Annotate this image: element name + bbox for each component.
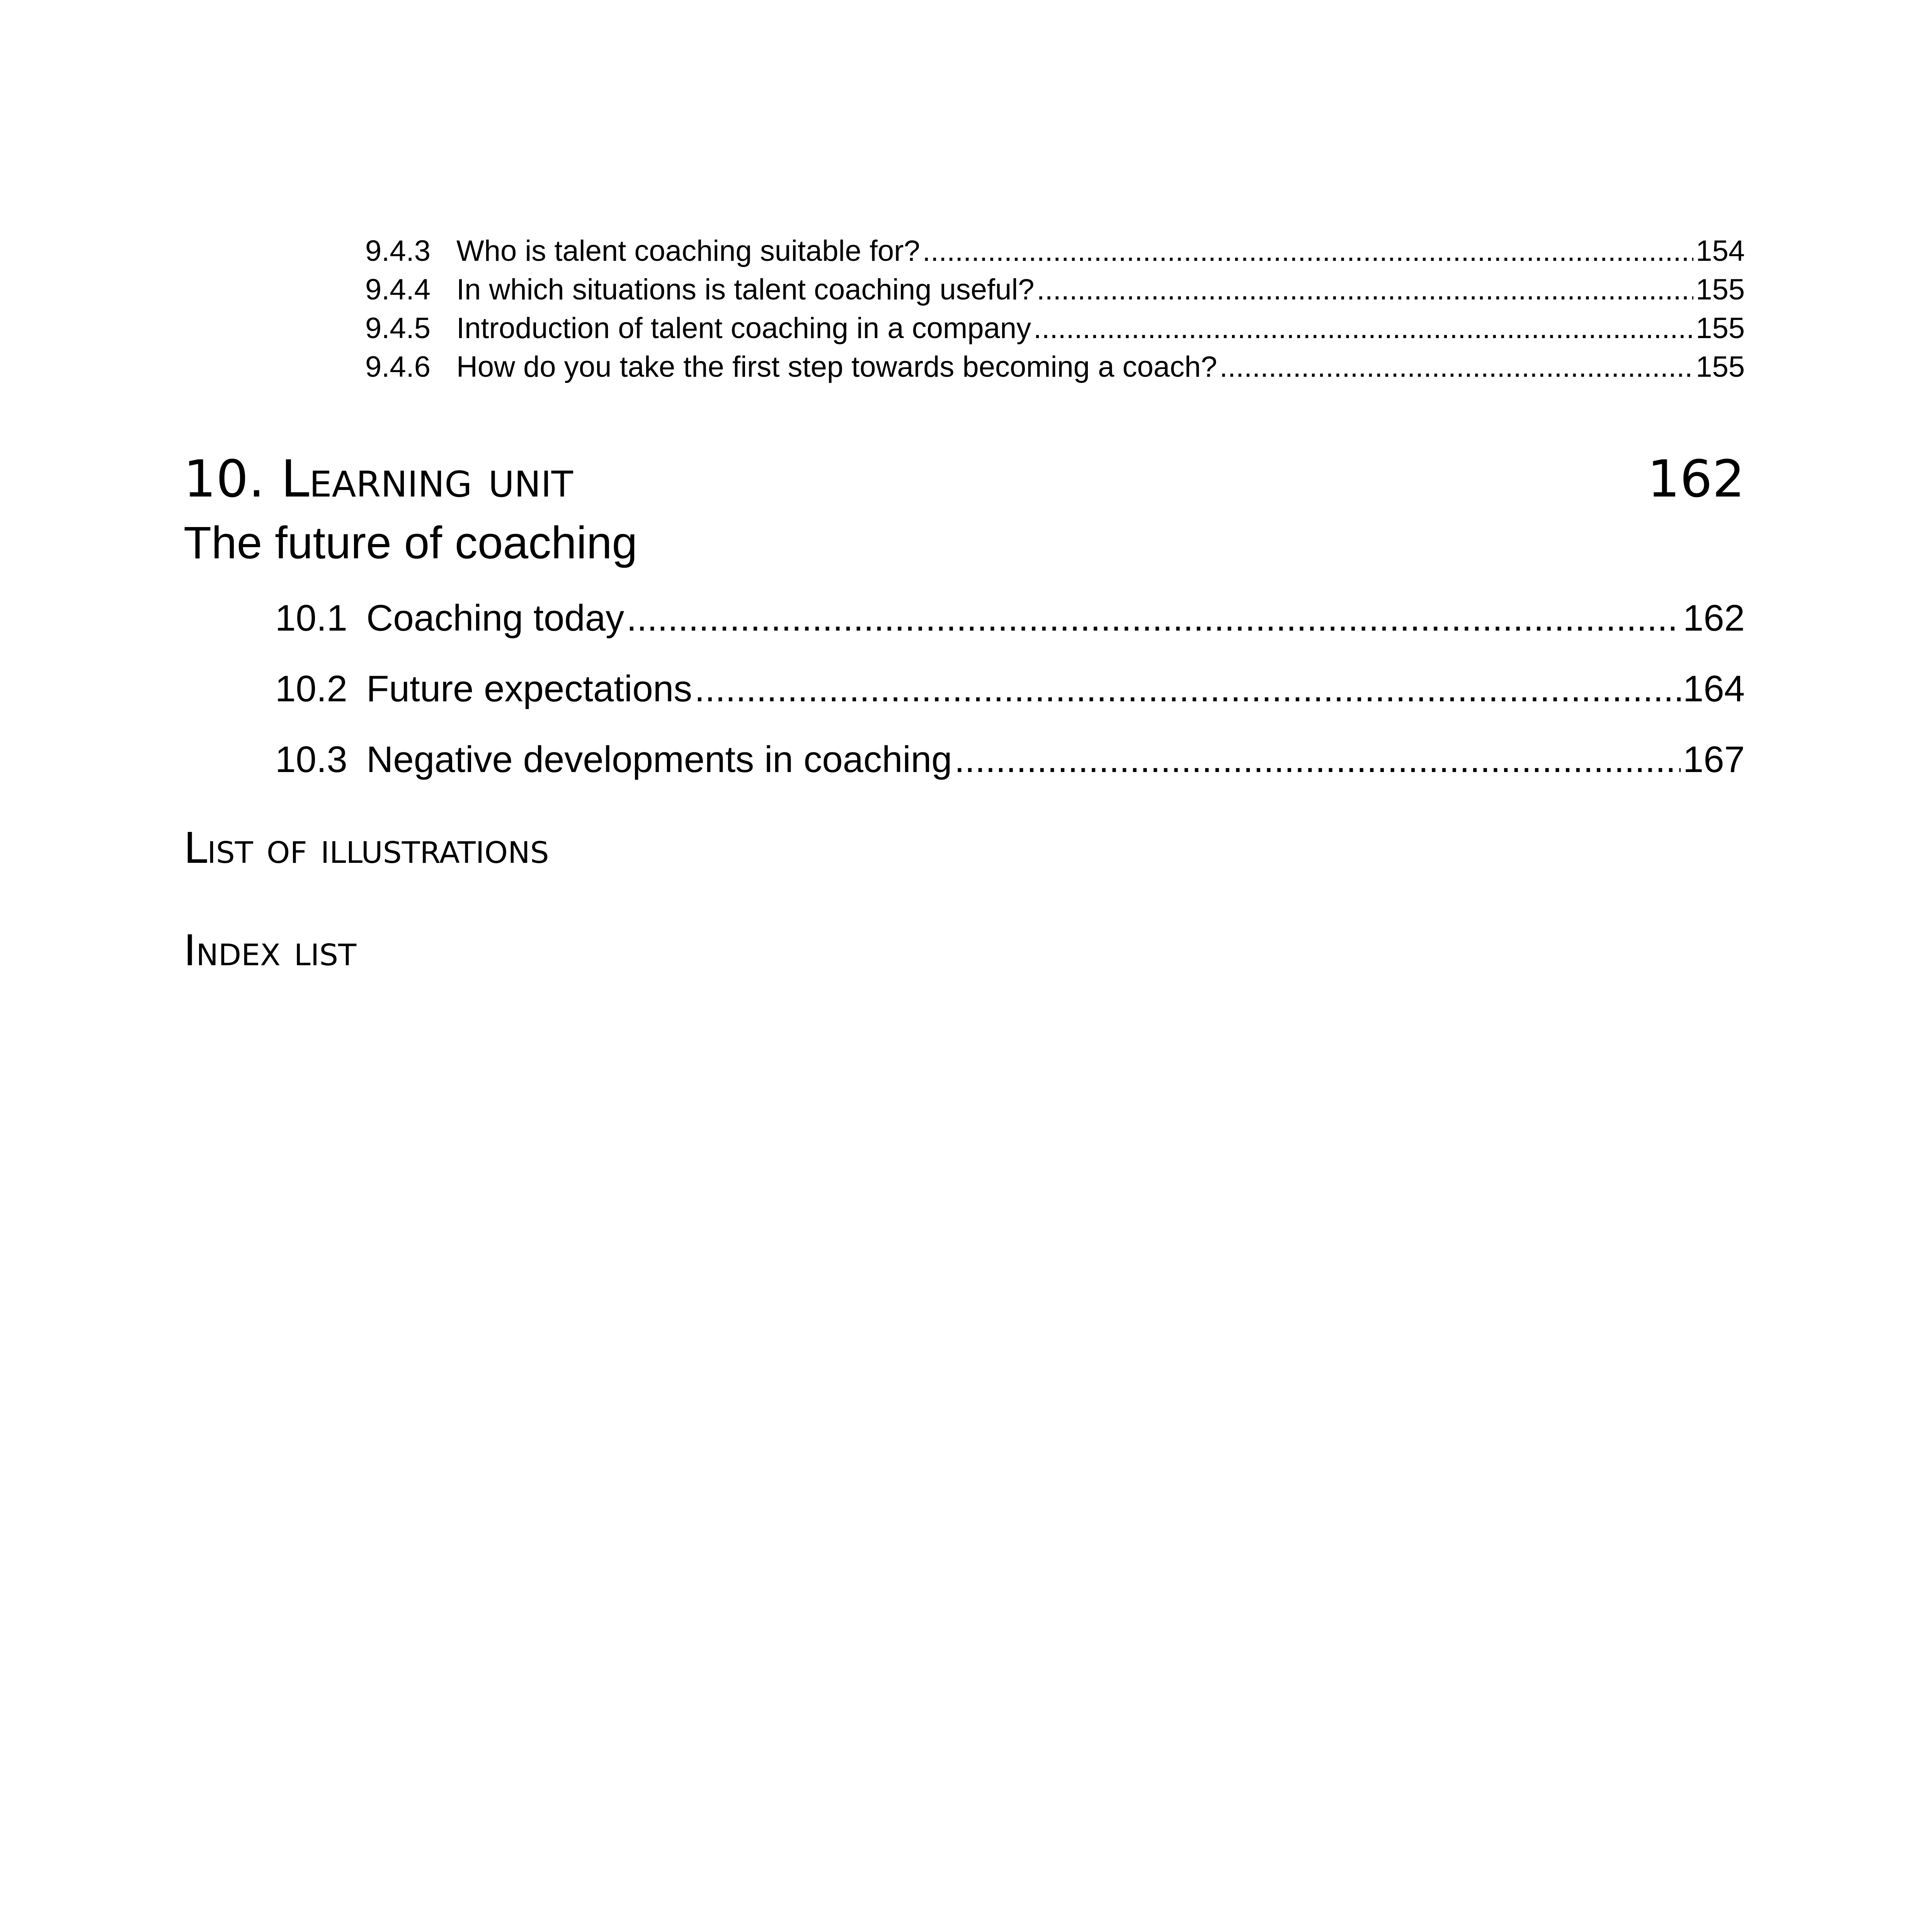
toc-entry-page: 167 (1683, 739, 1745, 780)
dot-leader (922, 232, 1693, 270)
toc-entry-title: Future expectations (366, 668, 693, 709)
list-of-illustrations-heading[interactable]: List of illustrations (184, 823, 549, 873)
toc-entry-number: 10.3 (275, 739, 347, 780)
toc-entry-9-4-3[interactable] (365, 232, 1745, 270)
dot-leader (626, 593, 1681, 643)
dot-leader (1033, 309, 1693, 348)
unit-heading-label (184, 444, 573, 514)
dot-leader (955, 735, 1681, 785)
toc-entry-title: In which situations is talent coaching useful? (456, 273, 1035, 306)
unit-subtitle: The future of coaching (184, 517, 638, 568)
toc-entry-10-1[interactable] (275, 593, 1745, 643)
toc-entry-9-4-5[interactable] (365, 309, 1745, 348)
toc-entry-page: 164 (1683, 668, 1745, 709)
toc-entry-number: 9.4.6 (365, 350, 431, 383)
toc-entry-10-3[interactable] (275, 735, 1745, 785)
unit-page: 162 (1647, 449, 1745, 509)
toc-entry-9-4-4[interactable] (365, 270, 1745, 309)
toc-entry-page: 155 (1696, 273, 1745, 306)
toc-entry-9-4-6[interactable] (365, 348, 1745, 386)
dot-leader (1037, 270, 1694, 309)
toc-entry-number: 9.4.3 (365, 235, 431, 267)
toc-entry-10-2[interactable] (275, 664, 1745, 714)
toc-entry-number: 9.4.4 (365, 273, 431, 306)
toc-entry-title: How do you take the first step towards becoming a coach? (456, 350, 1217, 383)
index-list-heading[interactable]: Index list (184, 926, 357, 975)
toc-entry-page: 155 (1696, 312, 1745, 345)
toc-entry-title: Introduction of talent coaching in a company (456, 312, 1031, 345)
unit-number: 10. (184, 449, 265, 509)
toc-entry-title: Who is talent coaching suitable for? (456, 235, 920, 267)
dot-leader (1220, 348, 1694, 386)
toc-entry-number: 10.2 (275, 668, 347, 709)
toc-entry-number: 10.1 (275, 597, 347, 639)
toc-entry-page: 162 (1683, 597, 1745, 639)
toc-entry-number: 9.4.5 (365, 312, 431, 345)
unit-heading[interactable] (184, 444, 1745, 514)
toc-entry-title: Negative developments in coaching (366, 739, 952, 780)
dot-leader (694, 664, 1681, 714)
toc-entry-page: 154 (1696, 235, 1745, 267)
toc-entry-title: Coaching today (366, 597, 624, 639)
toc-entry-page: 155 (1696, 350, 1745, 383)
unit-label: Learning unit (281, 449, 573, 509)
